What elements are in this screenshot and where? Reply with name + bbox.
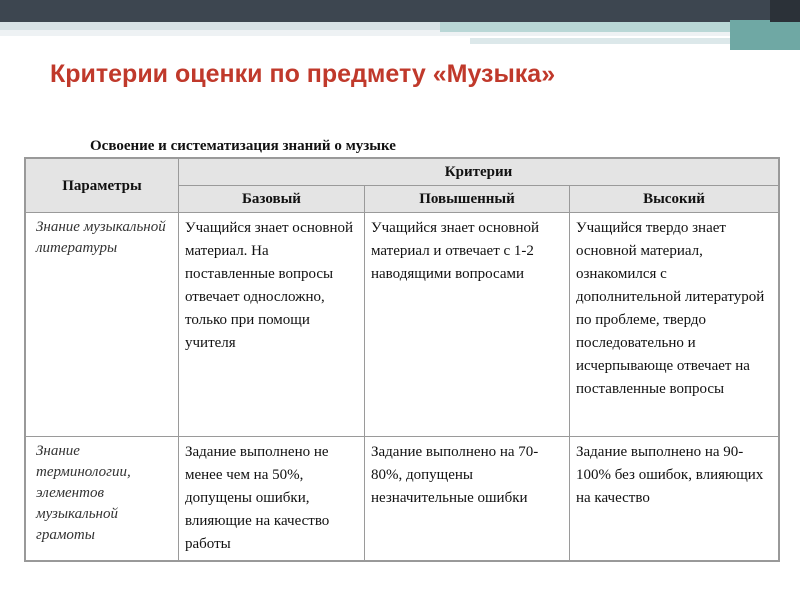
param-cell: Знание терминологии, элементов музыкальной грамоты [26, 437, 179, 561]
table-header-row [26, 159, 779, 186]
table-row [26, 213, 779, 437]
advanced-cell: Задание выполнено на 70-80%, допущены незначительные ошибки [365, 437, 570, 561]
header-params: Параметры [26, 159, 179, 213]
table-caption: Освоение и систематизация знаний о музыке [90, 138, 396, 154]
criteria-table [25, 158, 779, 561]
base-cell: Задание выполнено не менее чем на 50%, допущены ошибки, влияющие на качество работы [179, 437, 365, 561]
topbar-dark-stripe [0, 0, 800, 22]
topbar-accent-block [730, 20, 800, 50]
advanced-cell: Учащийся знает основной материал и отвечает с 1-2 наводящими вопросами [365, 213, 570, 437]
base-cell: Учащийся знает основной материал. На поставленные вопросы отвечает односложно, только при помощи учителя [179, 213, 365, 437]
slide-title: Критерии оценки по предмету «Музыка» [50, 60, 556, 88]
top-decorative-bar [0, 0, 800, 38]
table-row [26, 437, 779, 561]
high-cell: Задание выполнено на 90-100% без ошибок, влияющих на качество [570, 437, 779, 561]
header-level-high: Высокий [570, 186, 779, 213]
high-cell: Учащийся твердо знает основной материал, ознакомился с дополнительной литературой по проблеме, твердо последовательно и исчерпывающе отвечает на поставленные вопросы [570, 213, 779, 437]
topbar-accent-stripe [440, 22, 770, 32]
header-criteria: Критерии [179, 159, 779, 186]
topbar-accent-stripe-2 [470, 38, 770, 44]
param-cell: Знание музыкальной литературы [26, 213, 179, 437]
header-level-advanced: Повышенный [365, 186, 570, 213]
header-level-base: Базовый [179, 186, 365, 213]
topbar-dark-corner [770, 0, 800, 22]
